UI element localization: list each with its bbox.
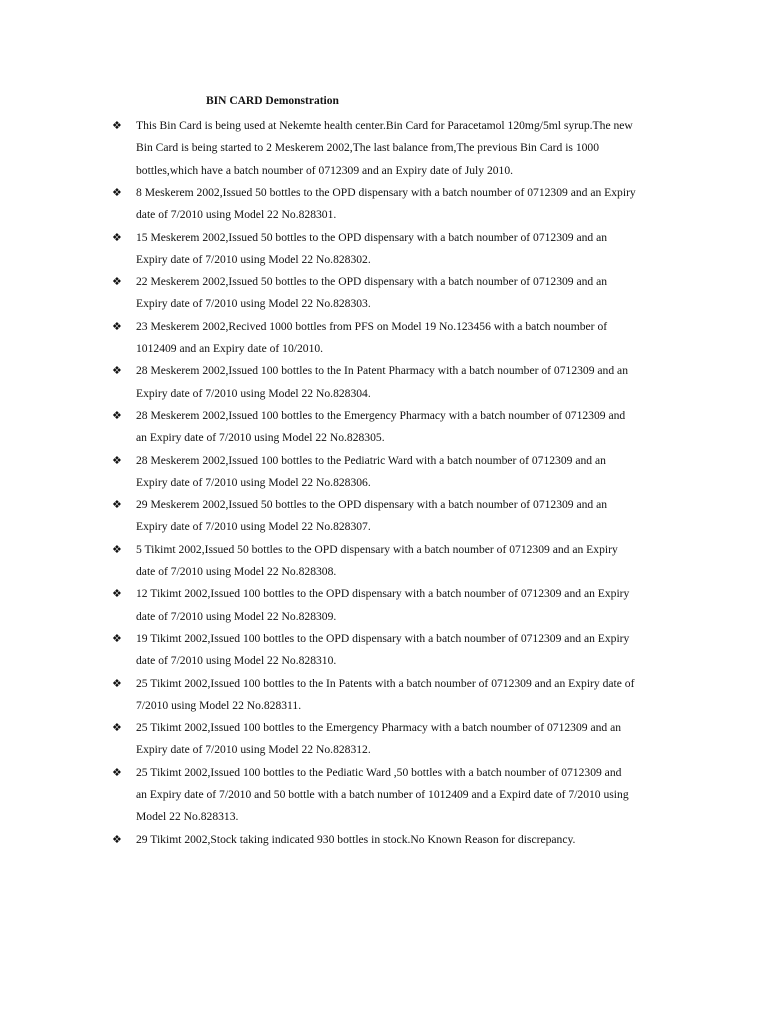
diamond-bullet-icon: ❖ xyxy=(112,230,122,244)
entry-text-line: Model 22 No.828313. xyxy=(136,810,239,824)
entry-text-line: 22 Meskerem 2002,Issued 50 bottles to the OPD dispensary with a batch noumber of 0712309 and an xyxy=(136,275,608,289)
entry-text-line: Expiry date of 7/2010 using Model 22 No.828306. xyxy=(136,475,371,489)
entry-text-line: 28 Meskerem 2002,Issued 100 bottles to the Pediatric Ward with a batch noumber of 0712309 and an xyxy=(136,453,606,467)
entry-text-line: 7/2010 using Model 22 No.828311. xyxy=(136,698,302,712)
diamond-bullet-icon: ❖ xyxy=(112,498,122,512)
entry-text-line: bottles,which have a batch noumber of 0712309 and an Expiry date of July 2010. xyxy=(136,163,514,177)
entry-text-line: 5 Tikimt 2002,Issued 50 bottles to the OPD dispensary with a batch noumber of 0712309 and an Expiry xyxy=(136,542,618,556)
diamond-bullet-icon: ❖ xyxy=(112,765,122,779)
entry-text-line: 29 Tikimt 2002,Stock taking indicated 930 bottles in stock.No Known Reason for discrepancy. xyxy=(136,832,576,846)
entry-text-line: 25 Tikimt 2002,Issued 100 bottles to the Emergency Pharmacy with a batch noumber of 0712309 and an xyxy=(136,721,622,735)
entry-text-line: 23 Meskerem 2002,Recived 1000 bottles from PFS on Model 19 No.123456 with a batch noumber of xyxy=(136,319,608,333)
entry-text-line: Expiry date of 7/2010 using Model 22 No.828307. xyxy=(136,520,371,534)
entry-text-line: Expiry date of 7/2010 using Model 22 No.828302. xyxy=(136,252,371,266)
entry-text-line: This Bin Card is being used at Nekemte health center.Bin Card for Paracetamol 120mg/5ml syrup.The new xyxy=(136,119,633,132)
diamond-bullet-icon: ❖ xyxy=(112,542,122,556)
entry-text-line: an Expiry date of 7/2010 and 50 bottle with a batch number of 1012409 and a Expird date of 7/2010 using xyxy=(136,787,629,801)
diamond-bullet-icon: ❖ xyxy=(112,319,122,333)
document-title: BIN CARD Demonstration xyxy=(206,95,339,107)
entry-text-line: 12 Tikimt 2002,Issued 100 bottles to the OPD dispensary with a batch noumber of 0712309 and an Expiry xyxy=(136,587,630,601)
entry-text-line: 8 Meskerem 2002,Issued 50 bottles to the OPD dispensary with a batch noumber of 0712309 and an Expiry xyxy=(136,185,636,199)
entry-text-line: date of 7/2010 using Model 22 No.828309. xyxy=(136,609,337,623)
entry-text-line: 1012409 and an Expiry date of 10/2010. xyxy=(136,341,324,355)
entry-text-line: 19 Tikimt 2002,Issued 100 bottles to the OPD dispensary with a batch noumber of 0712309 and an Expiry xyxy=(136,631,630,645)
diamond-bullet-icon: ❖ xyxy=(112,631,122,645)
diamond-bullet-icon: ❖ xyxy=(112,185,122,199)
entry-text-line: an Expiry date of 7/2010 using Model 22 No.828305. xyxy=(136,431,385,445)
diamond-bullet-icon: ❖ xyxy=(112,275,122,289)
diamond-bullet-icon: ❖ xyxy=(112,676,122,690)
entry-text-line: date of 7/2010 using Model 22 No.828308. xyxy=(136,564,337,578)
entry-text-line: 28 Meskerem 2002,Issued 100 bottles to the In Patent Pharmacy with a batch noumber of 0712309 and an xyxy=(136,364,628,378)
diamond-bullet-icon: ❖ xyxy=(112,364,122,378)
entry-text-line: Expiry date of 7/2010 using Model 22 No.828303. xyxy=(136,297,371,311)
diamond-bullet-icon: ❖ xyxy=(112,119,122,132)
diamond-bullet-icon: ❖ xyxy=(112,587,122,601)
diamond-bullet-icon: ❖ xyxy=(112,721,122,735)
diamond-bullet-icon: ❖ xyxy=(112,832,122,846)
entry-text-line: date of 7/2010 using Model 22 No.828301. xyxy=(136,208,337,222)
entry-text-line: Expiry date of 7/2010 using Model 22 No.828312. xyxy=(136,743,371,757)
entry-text-line: 28 Meskerem 2002,Issued 100 bottles to the Emergency Pharmacy with a batch noumber of 0712309 and xyxy=(136,408,626,422)
entry-text-line: date of 7/2010 using Model 22 No.828310. xyxy=(136,654,337,668)
entry-text-line: 29 Meskerem 2002,Issued 50 bottles to the OPD dispensary with a batch noumber of 0712309 and an xyxy=(136,498,608,512)
entry-text-line: Bin Card is being started to 2 Meskerem 2002,The last balance from,The previous Bin Card is 1000 xyxy=(136,141,600,155)
entry-text-line: Expiry date of 7/2010 using Model 22 No.828304. xyxy=(136,386,371,400)
entry-text-line: 15 Meskerem 2002,Issued 50 bottles to the OPD dispensary with a batch noumber of 0712309 and an xyxy=(136,230,608,244)
diamond-bullet-icon: ❖ xyxy=(112,408,122,422)
entry-text-line: 25 Tikimt 2002,Issued 100 bottles to the Pediatic Ward ,50 bottles with a batch noumber of 0712309 and xyxy=(136,765,622,779)
diamond-bullet-icon: ❖ xyxy=(112,453,122,467)
entry-text-line: 25 Tikimt 2002,Issued 100 bottles to the In Patents with a batch noumber of 0712309 and an Expiry date of xyxy=(136,676,635,690)
